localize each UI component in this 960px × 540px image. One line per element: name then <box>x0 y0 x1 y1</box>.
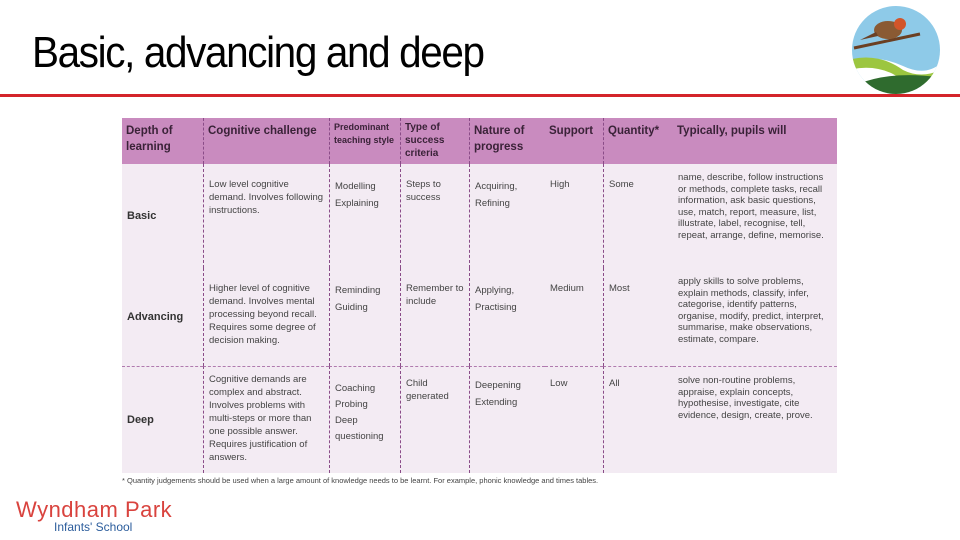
school-name: Wyndham Park <box>16 497 173 522</box>
header-support: Support <box>545 118 603 164</box>
row-deep-quantity: All <box>603 366 673 473</box>
depth-of-learning-table <box>122 118 837 473</box>
header-pupils: Typically, pupils will <box>673 118 837 164</box>
row-deep-support: Low <box>545 366 603 473</box>
table-footnote: * Quantity judgements should be used when a large amount of knowledge needs to be learnt. For example, phonic knowledge and times tables. <box>122 476 599 485</box>
header-quantity: Quantity* <box>603 118 673 164</box>
row-advancing-quantity: Most <box>603 268 673 366</box>
row-advancing-style: Reminding Guiding <box>329 268 400 366</box>
row-basic-progress: Acquiring, Refining <box>469 164 545 268</box>
row-basic-quantity: Some <box>603 164 673 268</box>
row-deep-criteria: Child generated <box>400 366 469 473</box>
row-advancing-criteria: Remember to include <box>400 268 469 366</box>
school-logo-icon <box>848 4 944 96</box>
slide-title: Basic, advancing and deep <box>32 28 484 77</box>
row-deep-challenge: Cognitive demands are complex and abstract. Involves problems with multi-steps or more than one possible answer. Requires justification of answers. <box>203 366 329 473</box>
header-success-criteria: Type of success criteria <box>400 118 469 164</box>
row-basic-criteria: Steps to success <box>400 164 469 268</box>
school-subtitle: Infants' School <box>54 520 133 534</box>
row-deep-style: Coaching Probing Deep questioning <box>329 366 400 473</box>
row-deep-progress: Deepening Extending <box>469 366 545 473</box>
school-logo-text <box>16 497 172 534</box>
row-advancing-progress: Applying, Practising <box>469 268 545 366</box>
header-challenge: Cognitive challenge <box>203 118 329 164</box>
row-deep-depth: Deep <box>122 366 203 473</box>
row-advancing-pupils: apply skills to solve problems, explain methods, classify, infer, categorise, identify patterns, organise, modify, predict, interpret, summarise, make observations, estimate, compare. <box>678 276 824 345</box>
row-basic-pupils: name, describe, follow instructions or methods, complete tasks, recall information, ask basic questions, use, match, report, measure, list, illustrate, label, recognise, tell, repeat, arrange, define, memorise. <box>678 172 824 241</box>
row-basic-depth: Basic <box>127 209 157 222</box>
row-basic-support: High <box>550 179 570 190</box>
row-basic-style: Modelling Explaining <box>329 164 400 268</box>
row-deep-pupils: solve non-routine problems, appraise, explain concepts, hypothesise, investigate, cite evidence, design, create, prove. <box>673 366 837 473</box>
row-advancing-support: Medium <box>550 283 584 294</box>
header-teaching-style: Predominant teaching style <box>329 118 400 164</box>
row-basic-challenge: Low level cognitive demand. Involves following instructions. <box>203 164 329 268</box>
title-divider <box>0 94 960 97</box>
row-advancing-challenge: Higher level of cognitive demand. Involves mental processing beyond recall. Requires some degree of decision making. <box>203 268 329 366</box>
header-progress: Nature of progress <box>469 118 545 164</box>
row-advancing-depth: Advancing <box>127 310 184 323</box>
header-depth: Depth of learning <box>122 118 203 164</box>
